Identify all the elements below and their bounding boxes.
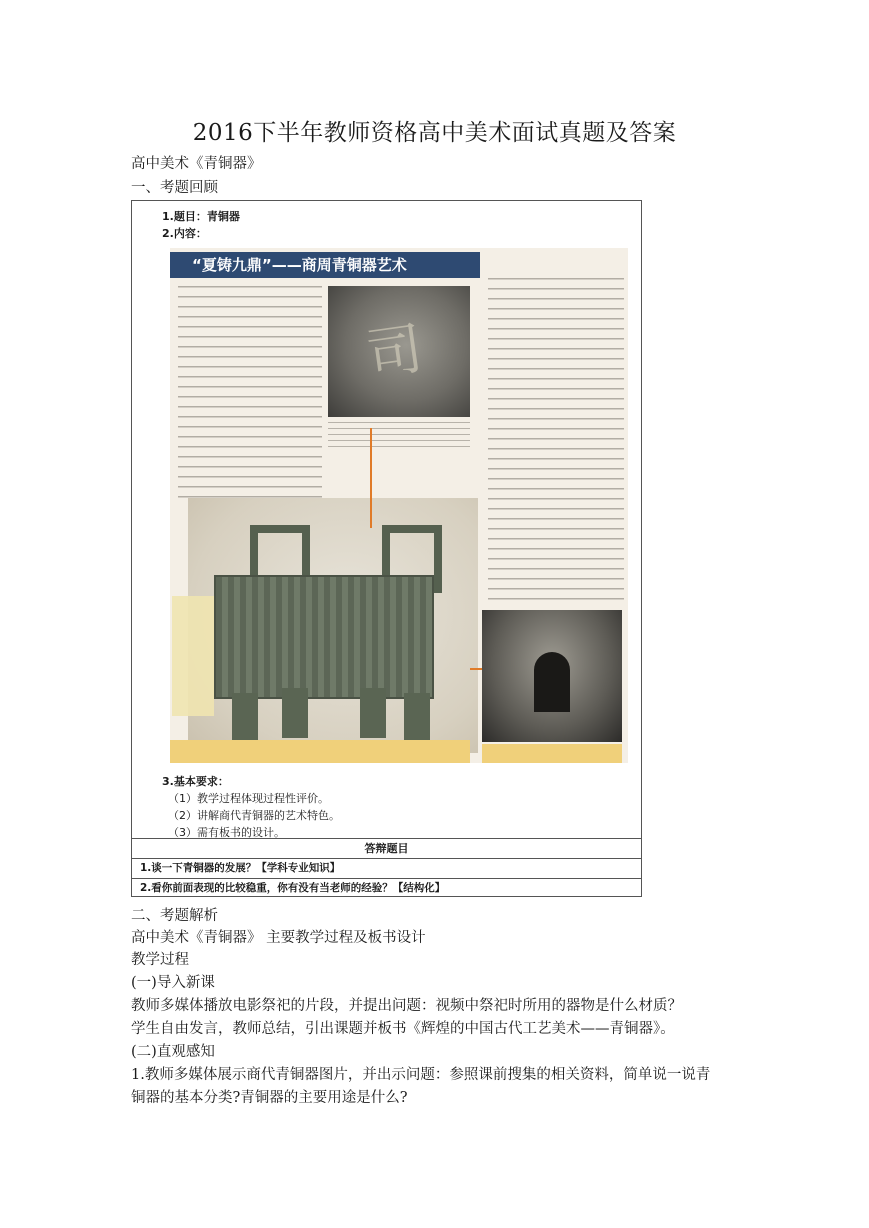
requirements-label: 3.基本要求： <box>162 775 229 788</box>
defense-question: 2.看你前面表现的比较稳重，你有没有当老师的经验？【结构化】 <box>140 882 446 894</box>
ding-leg <box>360 688 386 738</box>
requirement-item: （1）教学过程体现过程性评价。 <box>168 792 329 805</box>
defense-header: 答辩题目 <box>132 839 641 859</box>
ding-ear-detail-image <box>482 610 622 742</box>
textbook-text-column-left <box>178 286 322 501</box>
ding-leg <box>282 688 308 738</box>
paragraph-continued: 铜器的基本分类?青铜器的主要用途是什么? <box>131 1090 408 1106</box>
rubbing-caption <box>328 422 470 452</box>
section-heading-analysis: 二、考题解析 <box>131 908 218 924</box>
defense-question: 1.谈一下青铜器的发展？【学科专业知识】 <box>132 859 641 879</box>
paragraph: 1.教师多媒体展示商代青铜器图片，并出示问题：参照课前搜集的相关资料，简单说一说青 <box>131 1067 711 1083</box>
step-heading: (二)直观感知 <box>131 1044 215 1060</box>
ding-ear-opening <box>534 652 570 712</box>
exam-question-image <box>131 200 642 897</box>
textbook-page-illustration <box>170 248 628 763</box>
textbook-text-column-right <box>488 278 624 608</box>
lesson-subtitle: 高中美术《青铜器》 <box>131 156 262 172</box>
process-label: 教学过程 <box>131 952 189 968</box>
ding-side-label <box>172 596 214 716</box>
step-heading: (一)导入新课 <box>131 975 215 991</box>
textbook-banner-text: “夏铸九鼎”——商周青铜器艺术 <box>192 256 407 274</box>
inscription-glyph: 司 <box>362 316 427 389</box>
bronze-ding-image <box>214 575 434 699</box>
page-title: 2016下半年教师资格高中美术面试真题及答案 <box>192 120 677 146</box>
analysis-title: 高中美术《青铜器》 主要教学过程及板书设计 <box>131 930 426 946</box>
topic-label: 1.题目：青铜器 <box>162 210 240 223</box>
section-heading-review: 一、考题回顾 <box>131 180 218 196</box>
requirement-item: （2）讲解商代青铜器的艺术特色。 <box>168 809 340 822</box>
inscription-rubbing-image <box>328 286 470 417</box>
ding-caption <box>170 740 470 763</box>
callout-line <box>370 428 372 528</box>
requirement-item: （3）需有板书的设计。 <box>168 826 285 839</box>
textbook-banner <box>170 252 480 278</box>
ding-ear-caption <box>482 744 622 763</box>
paragraph: 教师多媒体播放电影祭祀的片段，并提出问题：视频中祭祀时所用的器物是什么材质？ <box>131 998 682 1014</box>
paragraph: 学生自由发言，教师总结，引出课题并板书《辉煌的中国古代工艺美术——青铜器》。 <box>131 1021 675 1037</box>
content-label: 2.内容： <box>162 227 207 240</box>
defense-questions-table <box>132 838 641 897</box>
